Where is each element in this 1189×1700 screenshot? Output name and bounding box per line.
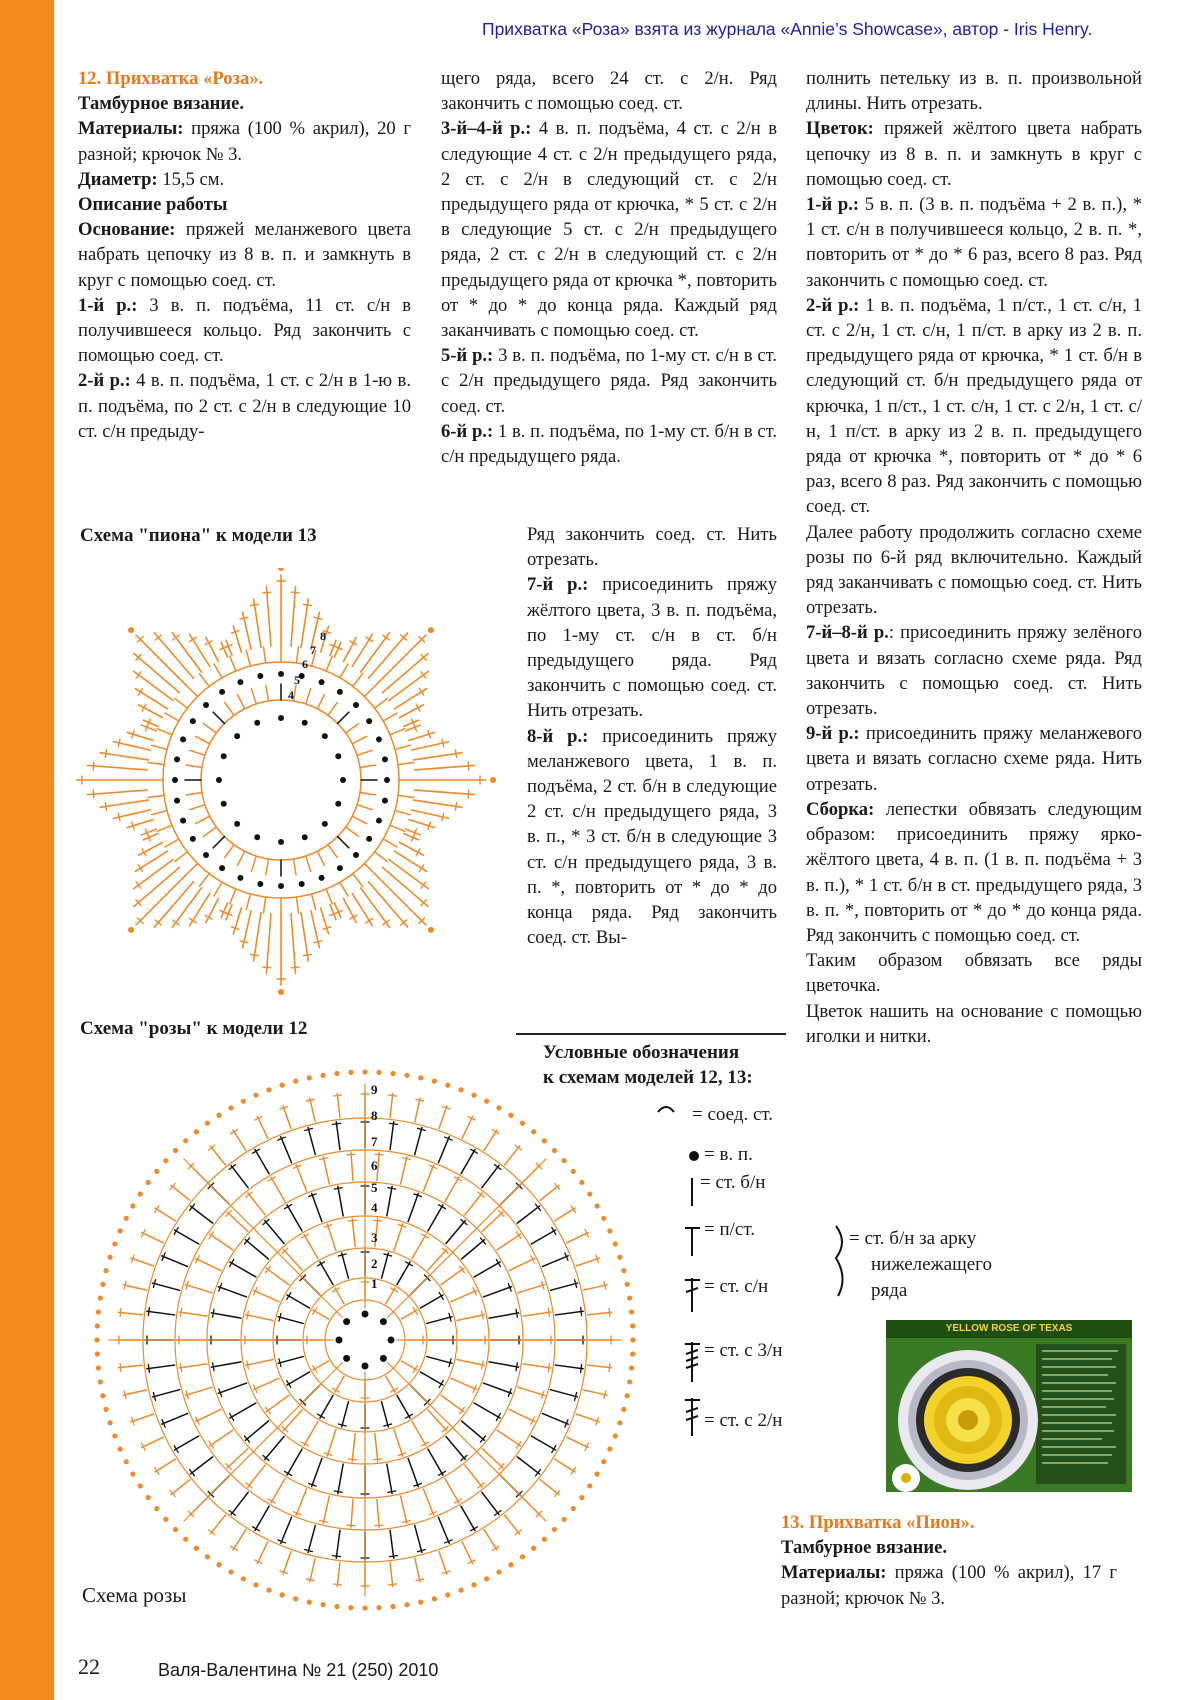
flower-row-7-8: 7-й–8-й р.: присоединить пряжу зелёного цвета и вязать согласно схеме ряда. Ряд закончить с помощью соед. ст. Нить отрезать.	[806, 622, 1142, 720]
magazine-photo	[886, 1320, 1132, 1492]
legend-tr3: = ст. с 3/н	[704, 1340, 783, 1361]
sew-paragraph: Цветок нашить на основание с помощью иголки и нитки.	[806, 1000, 1142, 1047]
rose-row-num: 8	[371, 1108, 378, 1123]
legend-arc-3: ряда	[871, 1280, 908, 1301]
flower-row-1: 1-й р.: 5 в. п. (3 в. п. подъёма + 2 в. п.), * 1 ст. с/н в получившееся кольцо, 2 в. п. *, повторить от * до * 6 раз, всего 8 раз. Ряд закончить с помощью соед. ст.	[806, 194, 1142, 291]
column-1	[78, 66, 411, 444]
article-13	[781, 1510, 1117, 1611]
rose-row-num: 9	[371, 1082, 378, 1097]
loop-paragraph: полнить петельку из в. п. произвольной длины. Нить отрезать.	[806, 68, 1142, 115]
row-5-paragraph: 5-й р.: 3 в. п. подъёма, по 1-му ст. с/н в ст. с 2/н предыдущего ряда. Ряд закончить соед. ст.	[441, 345, 777, 417]
assembly-paragraph: Сборка: лепестки обвязать следующим образом: присоединить пряжу ярко-жёлтого цвета, 4 в. п. (1 в. п. подъёма + 3 в. п.), * 1 ст. б/н в ст. предыдущего ряда, 3 в. п. *, повторить от * до * до конца ряда. Ряд закончить с помощью соед. ст.	[806, 798, 1142, 946]
peony-row-num: 6	[302, 657, 308, 671]
legend-tr2: = ст. с 2/н	[704, 1410, 783, 1431]
peony-scheme-title: Схема "пиона" к модели 13	[80, 525, 317, 546]
magazine-issue: Валя-Валентина № 21 (250) 2010	[158, 1660, 439, 1680]
legend-slip-stitch: = соед. ст.	[692, 1104, 774, 1125]
rose-scheme-title: Схема "розы" к модели 12	[80, 1018, 308, 1039]
peony-row-num: 8	[320, 629, 326, 643]
row-1-paragraph: 1-й р.: 3 в. п. подъёма, 11 ст. с/н в получившееся кольцо. Ряд закончить с помощью соед. ст.	[78, 294, 411, 367]
flower-row-2: 2-й р.: 1 в. п. подъёма, 1 п/ст., 1 ст. с/н, 1 ст. с 2/н, 1 ст. с/н, 1 п/ст. в арку из 2 в. п. предыдущего ряда от крючка, * 1 ст. б/н в следующий ст. б/н предыдущего ряда от крючка, 1 п/ст., 1 ст. с/н, 1 ст. с 2/н, 1 ст. с/н, 1 п/ст. в арку из 2 в. п. предыдущего ряда от крючка *, повторить от * до * 6 раз, всего 8 раз. Ряд закончить с помощью соед. ст.	[806, 294, 1142, 518]
row-2-paragraph: 2-й р.: 4 в. п. подъёма, 1 ст. с 2/н в 1-ю в. п. подъёма, по 2 ст. с 2/н в следующие 10 ст. с/н предыду-	[78, 370, 411, 442]
rose-row-num: 2	[371, 1256, 378, 1271]
legend-hdc: = п/ст.	[704, 1219, 755, 1240]
photo-title-band: YELLOW ROSE OF TEXAS	[886, 1320, 1132, 1338]
peony-row-num: 7	[310, 643, 316, 657]
source-note: Прихватка «Роза» взята из журнала «Annie’s Showcase», автор - Iris Henry.	[482, 19, 1093, 39]
legend	[528, 1040, 818, 1090]
column-3	[806, 66, 1142, 1049]
technique-13: Тамбурное вязание.	[781, 1537, 947, 1559]
rose-row-num: 6	[371, 1158, 378, 1173]
legend-arc-1: = ст. б/н за арку	[849, 1228, 977, 1249]
technique: Тамбурное вязание.	[78, 93, 244, 115]
left-orange-stripe	[0, 0, 54, 1700]
materials-13: Материалы: пряжа (100 % акрил), 17 г разной; крючок № 3.	[781, 1562, 1117, 1609]
legend-sc: = ст. б/н	[700, 1172, 766, 1193]
row-8-paragraph: 8-й р.: присоединить пряжу меланжевого цвета, 1 в. п. подъёма, 2 ст. б/н в следующие 2 ст. с/н предыдущего ряда, 3 в. п., * 3 ст. б/н в следующие 3 ст. с/н предыдущего ряда, 3 в. п. *, повторить от * до * до конца ряда. Ряд закончить соед. ст. Вы-	[527, 725, 777, 949]
thus-paragraph: Таким образом обвязать все ряды цветочка.	[806, 950, 1142, 997]
row-3-4-paragraph: 3-й–4-й р.: 4 в. п. подъёма, 4 ст. с 2/н в следующие 4 ст. с 2/н предыдущего ряда, 2 ст. с 2/н в следующий ст. с 2/н предыдущего ряда от крючка, * 5 ст. с 2/н в следующие 5 ст. с 2/н предыдущего ряда, 2 ст. с 2/н в следующий ст. с 2/н предыдущего ряда от крючка *, повторить от * до * до конца ряда. Каждый ряд заканчивать с помощью соед. ст.	[441, 118, 777, 342]
description-heading: Описание работы	[78, 194, 228, 216]
rose-scheme-caption: Схема розы	[82, 1583, 187, 1607]
rose-potholder-image	[886, 1338, 1132, 1492]
rose-row-num: 4	[371, 1200, 378, 1215]
rose-row-num: 5	[371, 1180, 378, 1195]
row-6-continued: Ряд закончить соед. ст. Нить отрезать.	[527, 524, 777, 571]
materials: Материалы: пряжа (100 % акрил), 20 г разной; крючок № 3.	[78, 118, 411, 165]
further-paragraph: Далее работу продолжить согласно схеме розы по 6-й ряд включительно. Каждый ряд заканчивать с помощью соед. ст. Нить отрезать.	[806, 521, 1142, 619]
column-2	[441, 66, 777, 469]
peony-row-num: 5	[294, 673, 300, 687]
rose-scheme-diagram	[80, 1050, 650, 1630]
article-title-12: 12. Прихватка «Роза».	[78, 68, 264, 89]
legend-dc: = ст. с/н	[704, 1276, 769, 1297]
flower-paragraph: Цветок: пряжей жёлтого цвета набрать цепочку из 8 в. п. и замкнуть в круг с помощью соед. ст.	[806, 118, 1142, 190]
legend-title-2: к схемам моделей 12, 13:	[543, 1067, 753, 1088]
chain-symbol	[689, 1151, 699, 1161]
peony-row-num: 4	[288, 688, 294, 702]
legend-title-1: Условные обозначения	[543, 1042, 740, 1063]
rose-row-num: 1	[371, 1276, 378, 1291]
legend-arc-2: нижележащего	[871, 1254, 993, 1275]
legend-divider	[516, 1033, 786, 1035]
base-paragraph: Основание: пряжей меланжевого цвета набрать цепочку из 8 в. п. и замкнуть в круг с помощью соед. ст.	[78, 219, 411, 291]
row-7-paragraph: 7-й р.: присоединить пряжу жёлтого цвета, 3 в. п. подъёма, по 1-му ст. с/н в ст. б/н предыдущего ряда. Ряд закончить с помощью соед. ст. Нить отрезать.	[527, 574, 777, 722]
row-2-continued: щего ряда, всего 24 ст. с 2/н. Ряд закончить с помощью соед. ст.	[441, 68, 777, 115]
row-6-paragraph: 6-й р.: 1 в. п. подъёма, по 1-му ст. б/н в ст. с/н предыдущего ряда.	[441, 420, 777, 468]
flower-row-9: 9-й р.: присоединить пряжу меланжевого цвета и вязать согласно схеме ряда. Нить отрезать.	[806, 723, 1142, 795]
rose-row-num: 3	[371, 1230, 378, 1245]
slip-stitch-symbol	[658, 1107, 674, 1112]
column-2-narrow	[527, 522, 777, 950]
legend-chain: = в. п.	[704, 1144, 753, 1165]
page-number: 22	[78, 1654, 100, 1679]
diameter: Диаметр: 15,5 см.	[78, 168, 225, 190]
legend-symbol-column	[650, 1100, 710, 1440]
article-title-13: 13. Прихватка «Пион».	[781, 1512, 975, 1533]
peony-scheme-diagram	[76, 568, 496, 998]
rose-row-num: 7	[371, 1134, 378, 1149]
